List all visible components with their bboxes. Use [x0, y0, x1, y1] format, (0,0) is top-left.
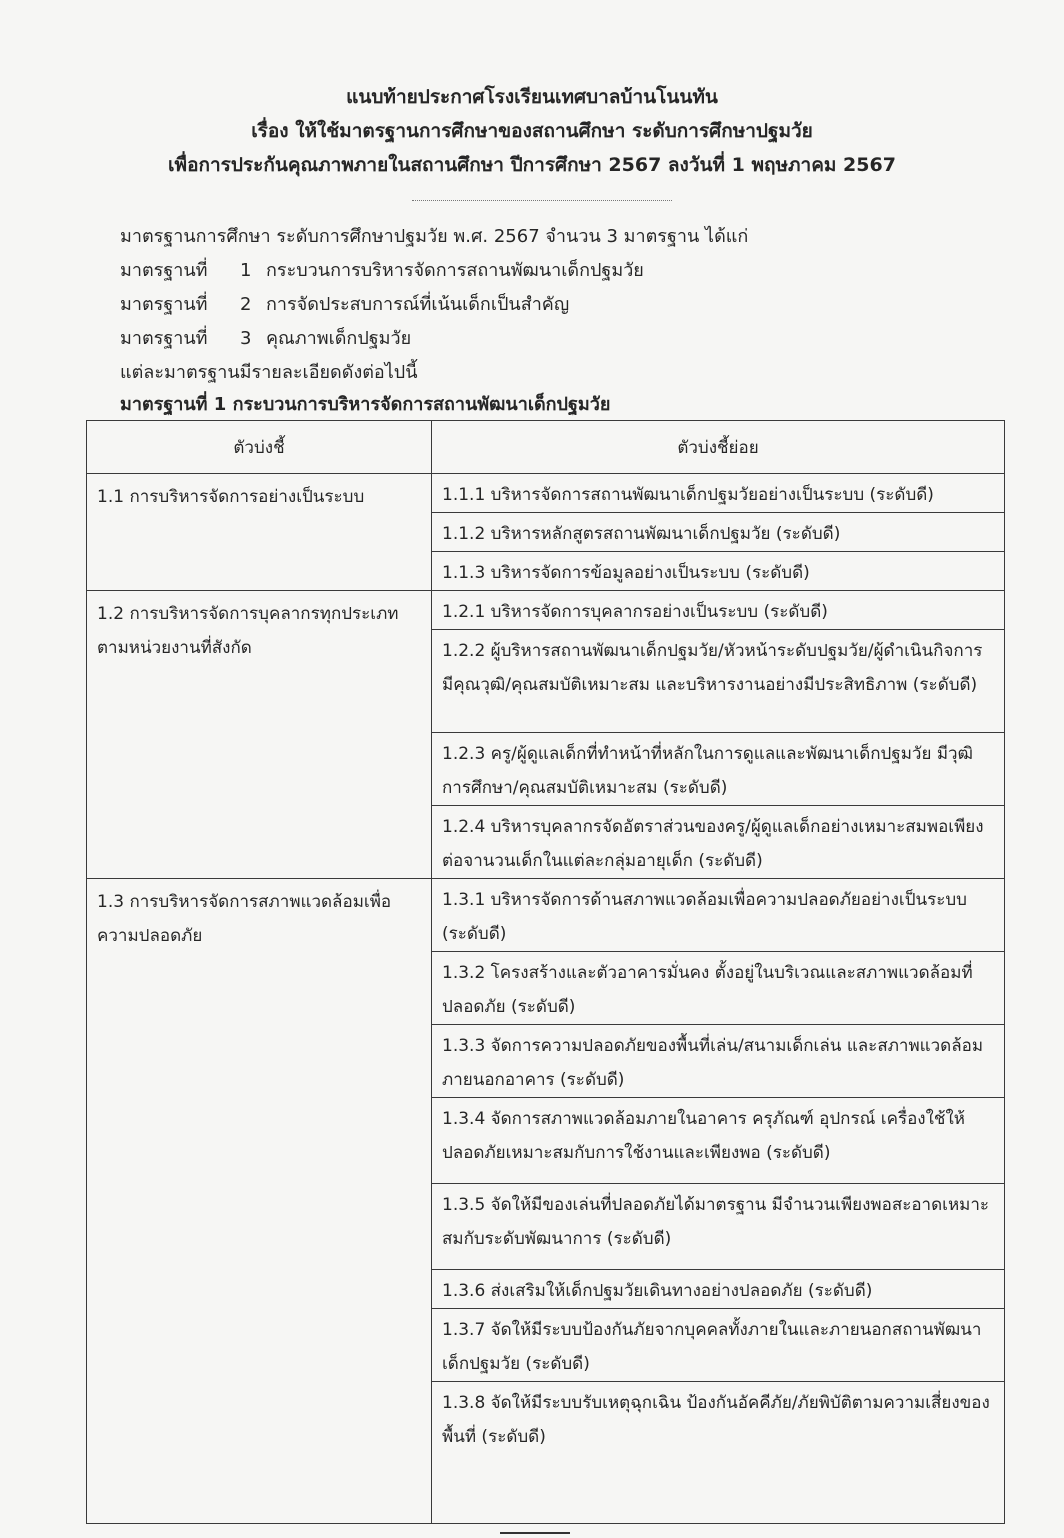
sub-indicator-cell: [432, 1025, 1005, 1098]
header-line-1: แนบท้ายประกาศโรงเรียนเทศบาลบ้านโนนทัน: [346, 86, 718, 108]
document-header: [0, 80, 1064, 182]
standard-number: 3: [240, 328, 252, 349]
indicator-1-2: 1.2 การบริหารจัดการบุคลากรทุกประเภทตามหน่วยงานที่สังกัด: [97, 604, 399, 658]
standard-name: การจัดประสบการณ์ที่เน้นเด็กเป็นสำคัญ: [266, 294, 570, 315]
sub-indicator-1-1-3: 1.1.3 บริหารจัดการข้อมูลอย่างเป็นระบบ (ระดับดี): [442, 563, 810, 583]
table-header-row: [87, 421, 1005, 474]
header-sub-indicator: ตัวบ่งชี้ย่อย: [432, 421, 1005, 474]
indicator-1-3: 1.3 การบริหารจัดการสภาพแวดล้อมเพื่อความปลอดภัย: [97, 892, 392, 946]
sub-indicator-1-2-3: 1.2.3 ครู/ผู้ดูแลเด็กที่ทำหน้าที่หลักในการดูแลและพัฒนาเด็กปฐมวัย มีวุฒิการศึกษา/คุณสมบัติเหมาะสม (ระดับดี): [442, 744, 973, 798]
sub-indicator-1-3-8: 1.3.8 จัดให้มีระบบรับเหตุฉุกเฉิน ป้องกันอัคคีภัย/ภัยพิบัติตามความเสี่ยงของพื้นที่ (ระดับดี): [442, 1393, 990, 1447]
sub-indicator-cell: [432, 733, 1005, 806]
sub-indicator-cell: [432, 513, 1005, 552]
sub-indicator-cell: [432, 879, 1005, 952]
indicator-1-1: 1.1 การบริหารจัดการอย่างเป็นระบบ: [97, 487, 365, 507]
standard-name: คุณภาพเด็กปฐมวัย: [266, 328, 412, 349]
standard-2-line: [120, 288, 748, 322]
sub-indicator-1-2-1: 1.2.1 บริหารจัดการบุคลากรอย่างเป็นระบบ (ระดับดี): [442, 602, 828, 622]
standard-label: มาตรฐานที่: [120, 328, 208, 349]
standard-label: มาตรฐานที่: [120, 260, 208, 281]
sub-indicator-cell: [432, 591, 1005, 630]
indicator-cell: [87, 591, 432, 879]
intro-summary: มาตรฐานการศึกษา ระดับการศึกษาปฐมวัย พ.ศ. 2567 จำนวน 3 มาตรฐาน ได้แก่: [120, 226, 749, 247]
header-line-3: เพื่อการประกันคุณภาพภายในสถานศึกษา ปีการศึกษา 2567 ลงวันที่ 1 พฤษภาคม 2567: [168, 154, 896, 176]
standard-label: มาตรฐานที่: [120, 294, 208, 315]
sub-indicator-1-1-2: 1.1.2 บริหารหลักสูตรสถานพัฒนาเด็กปฐมวัย (ระดับดี): [442, 524, 841, 544]
standard-1-line: [120, 254, 748, 288]
sub-indicator-cell: [432, 1382, 1005, 1524]
sub-indicator-1-2-4: 1.2.4 บริหารบุคลากรจัดอัตราส่วนของครู/ผู้ดูแลเด็กอย่างเหมาะสมพอเพียงต่อจานวนเด็กในแต่ละกลุ่มอายุเด็ก (ระดับดี): [442, 817, 984, 871]
standard-number: 2: [240, 294, 252, 315]
sub-indicator-1-3-1: 1.3.1 บริหารจัดการด้านสภาพแวดล้อมเพื่อความปลอดภัยอย่างเป็นระบบ (ระดับดี): [442, 890, 967, 944]
table-row: [87, 591, 1005, 630]
standard-name: กระบวนการบริหารจัดการสถานพัฒนาเด็กปฐมวัย: [266, 260, 644, 281]
sub-indicator-1-2-2: 1.2.2 ผู้บริหารสถานพัฒนาเด็กปฐมวัย/หัวหน้าระดับปฐมวัย/ผู้ดำเนินกิจการ มีคุณวุฒิ/คุณสมบัติเหมาะสม และบริหารงานอย่างมีประสิทธิภาพ (ระดับดี): [442, 641, 983, 695]
standard-number: 1: [240, 260, 252, 281]
sub-indicator-cell: [432, 552, 1005, 591]
standard-table: [86, 420, 1005, 1524]
sub-indicator-cell: [432, 630, 1005, 733]
sub-indicator-1-3-4: 1.3.4 จัดการสภาพแวดล้อมภายในอาคาร ครุภัณฑ์ อุปกรณ์ เครื่องใช้ให้ปลอดภัยเหมาะสมกับการใช้งานและเพียงพอ (ระดับดี): [442, 1109, 965, 1163]
sub-indicator-cell: [432, 1184, 1005, 1270]
sub-indicator-cell: [432, 474, 1005, 513]
sub-indicator-cell: [432, 1098, 1005, 1184]
section-heading: มาตรฐานที่ 1 กระบวนการบริหารจัดการสถานพัฒนาเด็กปฐมวัย: [120, 394, 611, 415]
header-line-2: เรื่อง ให้ใช้มาตรฐานการศึกษาของสถานศึกษา ระดับการศึกษาปฐมวัย: [251, 120, 813, 142]
table-row: [87, 879, 1005, 952]
table-row: [87, 474, 1005, 513]
intro-section: [120, 220, 748, 390]
indicator-cell: [87, 474, 432, 591]
sub-indicator-1-3-3: 1.3.3 จัดการความปลอดภัยของพื้นที่เล่น/สนามเด็กเล่น และสภาพแวดล้อมภายนอกอาคาร (ระดับดี): [442, 1036, 984, 1090]
sub-indicator-cell: [432, 806, 1005, 879]
sub-indicator-1-3-2: 1.3.2 โครงสร้างและตัวอาคารมั่นคง ตั้งอยู่ในบริเวณและสภาพแวดล้อมที่ปลอดภัย (ระดับดี): [442, 963, 973, 1017]
sub-indicator-cell: [432, 952, 1005, 1025]
sub-indicator-1-1-1: 1.1.1 บริหารจัดการสถานพัฒนาเด็กปฐมวัยอย่างเป็นระบบ (ระดับดี): [442, 485, 934, 505]
dotted-separator: [412, 200, 672, 201]
page-bottom-mark: [500, 1532, 570, 1534]
sub-indicator-cell: [432, 1270, 1005, 1309]
indicator-cell: [87, 879, 432, 1524]
sub-indicator-cell: [432, 1309, 1005, 1382]
sub-indicator-1-3-5: 1.3.5 จัดให้มีของเล่นที่ปลอดภัยได้มาตรฐาน มีจำนวนเพียงพอสะอาดเหมาะสมกับระดับพัฒนาการ (ระดับดี): [442, 1195, 990, 1249]
sub-indicator-1-3-6: 1.3.6 ส่งเสริมให้เด็กปฐมวัยเดินทางอย่างปลอดภัย (ระดับดี): [442, 1281, 873, 1301]
header-indicator: ตัวบ่งชี้: [87, 421, 432, 474]
standard-3-line: [120, 322, 748, 356]
sub-indicator-1-3-7: 1.3.7 จัดให้มีระบบป้องกันภัยจากบุคคลทั้งภายในและภายนอกสถานพัฒนาเด็กปฐมวัย (ระดับดี): [442, 1320, 982, 1374]
intro-closing: แต่ละมาตรฐานมีรายละเอียดดังต่อไปนี้: [120, 362, 418, 383]
